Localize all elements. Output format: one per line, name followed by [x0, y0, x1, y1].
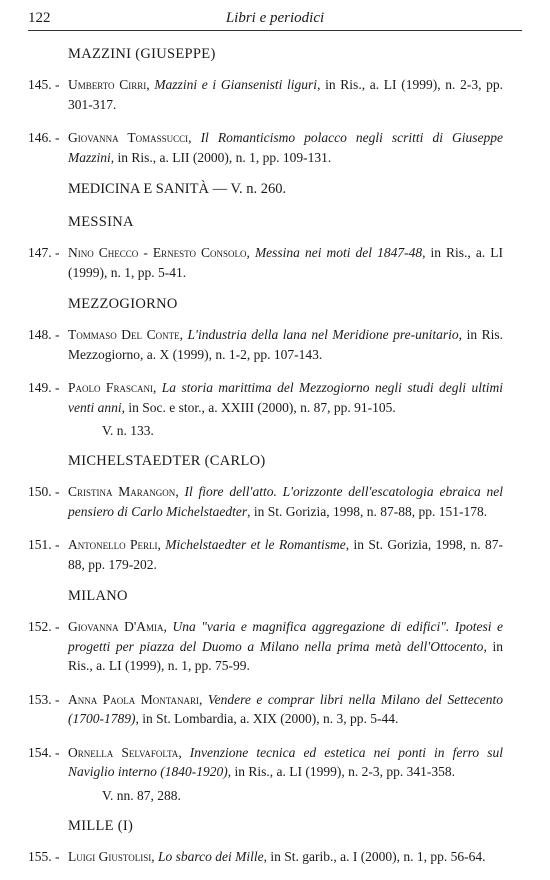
entry-number: 148. -	[28, 327, 60, 342]
entry-citation: , in Soc. e stor., a. XXIII (2000), n. 87, pp. 91-105.	[121, 399, 396, 415]
entry-author: Umberto Cirri	[68, 77, 147, 92]
see-also: V. n. 133.	[102, 423, 154, 438]
entry-citation: , in Ris. Mezzogiorno, a. X (1999), n. 1-2, pp. 107-143.	[68, 327, 504, 362]
entry-number: 154. -	[28, 744, 60, 760]
entry-author: Ornella Selvafolta	[68, 744, 179, 760]
cross-reference-heading: MEDICINA E SANITÀ — V. n. 260.	[68, 181, 287, 197]
entry-title: Una "varia e magnifica aggregazione di edifici". Ipotesi e progetti per piazza del Duomo a Milano nella prima metà dell'Ottocento	[68, 619, 504, 654]
entry-title: La storia marittima del Mezzogiorno negli studi degli ultimi venti anni	[68, 380, 503, 415]
entry-citation: , in Ris., a. LI (1999), n. 2-3, pp. 301-317.	[68, 77, 504, 112]
entry-citation: , in St. Gorizia, 1998, n. 87-88, pp. 151-178.	[247, 503, 488, 519]
entry-number: 151. -	[28, 537, 60, 552]
entry-author: Tommaso Del Conte	[68, 327, 180, 342]
entry-title: Il fiore dell'atto. L'orizzonte dell'escatologia ebraica nel pensiero di Carlo Michelstaedter	[68, 484, 503, 519]
page-header	[28, 8, 522, 31]
bibliography-entry: 146. - Giovanna Tomassucci, Il Romanticismo polacco negli scritti di Giuseppe Mazzini, in Ris., a. LII (2000), n. 1, pp. 109-131.	[28, 128, 503, 167]
bibliography-entry: 153. - Anna Paola Montanari, Vendere e comprar libri nella Milano del Settecento (1700-1789), in St. Lombardia, a. XIX (2000), n. 3, pp. 5-44.	[28, 690, 503, 729]
entry-title: L'industria della lana nel Meridione pre-unitario	[187, 327, 459, 342]
entry-citation: , in Ris., a. LII (2000), n. 1, pp. 109-131.	[110, 149, 332, 165]
entry-author: Giovanna D'Amia	[68, 619, 164, 634]
section-heading: MILLE (I)	[68, 817, 134, 834]
entry-author: Nino Checco - Ernesto Consolo	[68, 245, 247, 260]
bibliography-entry: 154. - Ornella Selvafolta, Invenzione tecnica ed estetica nei ponti in ferro sul Naviglio interno (1840-1920), in Ris., a. LI (1999), n. 2-3, pp. 341-358.	[28, 743, 503, 782]
entry-number: 147. -	[28, 245, 60, 260]
bibliography-entry: 155. - Luigi Giustolisi, Lo sbarco dei Mille, in St. garib., a. I (2000), n. 1, pp. 56-64.	[28, 847, 503, 867]
entry-author: Cristina Marangon	[68, 484, 176, 499]
entry-title: Messina nei moti del 1847-48	[254, 245, 423, 260]
bibliography-entry: 151. - Antonello Perli, Michelstaedter et le Romantisme, in St. Gorizia, 1998, n. 87-88, pp. 179-202.	[28, 535, 503, 574]
entry-citation: , in Ris., a. LI (1999), n. 1, pp. 5-41.	[68, 245, 504, 280]
entry-citation: , in Ris., a. LI (1999), n. 2-3, pp. 341-358.	[227, 764, 455, 779]
entry-author: Antonello Perli	[68, 537, 158, 552]
bibliography-entry: 145. - Umberto Cirri, Mazzini e i Giansenisti liguri, in Ris., a. LI (1999), n. 2-3, pp. 301-317.	[28, 75, 503, 114]
bibliography-entry: 150. - Cristina Marangon, Il fiore dell'atto. L'orizzonte dell'escatologia ebraica nel pensiero di Carlo Michelstaedter, in St. Gorizia, 1998, n. 87-88, pp. 151-178.	[28, 482, 503, 521]
entry-number: 153. -	[28, 691, 60, 707]
entry-number: 155. -	[28, 848, 60, 864]
see-also: V. nn. 87, 288.	[102, 787, 181, 803]
bibliography-entry: 148. - Tommaso Del Conte, L'industria della lana nel Meridione pre-unitario, in Ris. Mezzogiorno, a. X (1999), n. 1-2, pp. 107-143.	[28, 325, 503, 364]
entry-citation: , in St. Lombardia, a. XIX (2000), n. 3, pp. 5-44.	[135, 711, 399, 726]
entry-author: Luigi Giustolisi	[68, 848, 152, 864]
entry-citation: , in St. garib., a. I (2000), n. 1, pp. 56-64.	[263, 848, 486, 864]
entry-citation: , in St. Gorizia, 1998, n. 87-88, pp. 179-202.	[68, 537, 503, 572]
entry-title: Vendere e comprar libri nella Milano del Settecento (1700-1789)	[68, 691, 504, 726]
entry-title: Mazzini e i Giansenisti liguri	[154, 77, 318, 92]
bibliography-content	[28, 40, 503, 880]
section-heading: MAZZINI (GIUSEPPE)	[68, 46, 216, 62]
section-heading: MILANO	[68, 588, 128, 604]
entry-number: 145. -	[28, 77, 60, 92]
section-heading: MEZZOGIORNO	[68, 296, 178, 312]
entry-citation: , in Ris., a. LI (1999), n. 1, pp. 75-99.	[68, 638, 503, 673]
bibliography-entry: 147. - Nino Checco - Ernesto Consolo, Messina nei moti del 1847-48, in Ris., a. LI (1999), n. 1, pp. 5-41.	[28, 243, 503, 282]
running-title: Libri e periodici	[225, 10, 325, 26]
entry-number: 152. -	[28, 619, 60, 634]
bibliography-entry: 152. - Giovanna D'Amia, Una "varia e magnifica aggregazione di edifici". Ipotesi e progetti per piazza del Duomo a Milano nella prima metà dell'Ottocento, in Ris., a. LI (1999), n. 1, pp. 75-99.	[28, 617, 503, 676]
entry-author: Paolo Frascani	[68, 380, 153, 395]
entry-title: Il Romanticismo polacco negli scritti di Giuseppe Mazzini	[68, 130, 503, 165]
entry-author: Giovanna Tomassucci	[68, 130, 189, 145]
entry-author: Anna Paola Montanari	[68, 691, 200, 707]
section-heading: MESSINA	[68, 214, 134, 230]
bibliography-entry: 149. - Paolo Frascani, La storia marittima del Mezzogiorno negli studi degli ultimi venti anni, in Soc. e stor., a. XXIII (2000), n. 87, pp. 91-105.	[28, 378, 503, 417]
entry-title: Michelstaedter et le Romantisme	[165, 537, 346, 552]
entry-number: 149. -	[28, 380, 60, 395]
page-number: 122	[28, 10, 51, 26]
entry-number: 150. -	[28, 484, 60, 499]
section-heading: MICHELSTAEDTER (CARLO)	[68, 453, 266, 469]
entry-number: 146. -	[28, 130, 60, 145]
entry-title: Invenzione tecnica ed estetica nei ponti in ferro sul Naviglio interno (1840-1920)	[68, 744, 503, 779]
entry-title: Lo sbarco dei Mille	[157, 848, 264, 864]
